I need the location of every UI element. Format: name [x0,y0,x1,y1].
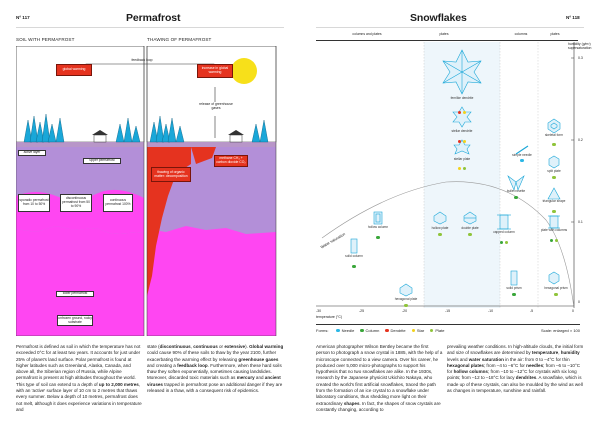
text-run: , with an 'active' surface layer of 10 cm to 2 metres that thaws every summer. Below a depth of 10 metres, permafrost does not melt, although it does experience variations in temperature and [16,381,142,412]
flake-dots-capped [486,241,522,244]
bold-term: hexagonal plates [447,362,484,368]
sun-icon [231,58,257,84]
plate-dot [468,233,471,236]
forms-legend [316,324,580,333]
hollow-column-icon [374,212,382,224]
left-body-col2 [147,344,284,394]
panel-left-subtitle: SOIL WITH PERMAFROST [16,37,75,42]
humidity-tick-label-0: 0.3 [578,56,583,60]
text-run: ; from –4 to –6°C for [483,362,527,368]
temp-tick-1: -25 [359,309,365,313]
triangular-shape-icon [548,188,560,199]
solid-column-icon [351,239,357,253]
unfrozen-ground-box: unfrozen ground, rocky substrate [57,315,93,326]
flake-label-solid-prism: solid prism [506,286,522,290]
flake-label-skeletal-form: skeletal form [544,133,564,137]
temp-tick-4: -10 [488,309,494,313]
flake-label-double-plate: double plate [461,226,479,230]
flake-label-hollow-plate: hollow plate [431,226,449,230]
plate-dot [554,293,557,296]
legend-star-label: Star [416,328,425,333]
temp-tick-5: -5 [530,309,534,313]
plate-dot [555,239,558,242]
humidity-label: humidity (g/m³) supersaturation [568,42,592,50]
flake-dots-stellar-plate [442,167,482,170]
temp-tick-3: -15 [445,309,451,313]
dendrite-dot [458,140,461,143]
flake-label-hexagonal-prism: hexagonal prism [544,286,568,290]
water-saturation-label: Water saturation [320,232,347,250]
star-dot [463,140,466,143]
left-page-title: Permafrost [126,12,181,24]
hexagonal-plate-icon [400,284,412,296]
release-gases-label: release of greenhouse gases [199,102,233,110]
text-run: . In fact, the shapes of snow crystals are constantly changing, according to [316,400,441,412]
flake-dots-solid-column [338,265,370,268]
flake-label-fernlike-dendrite: fernlike dendrite [450,96,474,100]
text-run: trapped in permafrost pose an additional danger if they are released in a thaw, with a consequent risk of epidemics. [147,381,283,394]
text-run: or [217,344,225,349]
skeletal-form-icon [548,119,560,133]
text-run: in the air: from 0 to –4°C for thin [503,356,570,362]
needle-dot [520,159,523,162]
humidity-tick-label-1: 0.2 [578,138,583,142]
needle-dot [336,329,339,332]
star-dot [458,167,461,170]
flake-label-stellar-dendrite: stellar dendrite [451,129,473,133]
flake-label-hollow-column: hollow column [367,225,389,229]
legend-needle [336,328,354,333]
flake-dots-plate-columns [540,239,568,242]
dendrite-dot [385,329,388,332]
band-plates-2: plates [550,32,560,36]
flake-dots-hollow-column [362,236,394,239]
split-plate-icon [549,156,559,168]
bold-term: shapes [343,400,360,406]
plate-dot [552,143,555,146]
text-run: . A snowflake, which is made up of these crystals, can also be moulded by the wind as well as changes in temperature, sunshine and rainfall. [447,375,583,394]
legend-plate [430,328,444,333]
column-dot [550,239,553,242]
plate-dot [430,329,433,332]
lower-permafrost-box: lower permafrost [56,291,94,297]
increase-warming-box: increase in global warming [197,64,233,78]
legend-column [360,328,379,333]
flake-dots-hexagonal-plate [388,304,424,307]
bold-term: extensive [224,344,246,349]
flake-label-stellar-plate: stellar plate [453,157,471,161]
scale-label: Scale: enlarged × 100 [540,328,580,333]
flake-label-solid-column: solid column [345,254,363,258]
bold-term: continuous [193,344,218,349]
temperature-axis-label: temperature (°C) [316,315,343,319]
band-columns: columns [514,32,528,36]
flake-dots-bullet [496,196,536,199]
text-run: could cause 90% of these soils to thaw by the year 2100, further exacerbating the warming effect by releasing [147,350,277,362]
plate-dot [552,176,555,179]
legend-dendrite-label: Dendrite [390,328,406,333]
bold-term: Global warming [249,344,284,349]
active-layer-left [16,142,144,147]
temp-tick-2: -20 [402,309,408,313]
text-run: , [190,344,194,349]
flake-dots-needle [502,159,542,162]
thawing-box: thawing of organic matter: decomposition [151,167,191,182]
plate-dot [438,233,441,236]
right-page-number: Nº 118 [566,15,580,20]
active-layer-right [147,142,276,147]
text-run: , [558,350,561,356]
global-warming-box: global warming [56,64,92,76]
text-run: and creating a [147,362,178,368]
bold-term: discontinuous [159,344,191,349]
flake-label-simple-needle: simple needle [512,153,532,157]
bold-term: dendrites [515,375,537,381]
bold-term: humidity [560,350,580,356]
solid-prism-icon [511,271,517,285]
legend-star [412,328,425,333]
bold-term: up to 2,000 metres [98,381,139,387]
legend-plate-label: Plate [435,328,445,333]
column-dot [514,196,517,199]
continuous-box: continuous permafrost 100% [103,194,133,212]
discontinuous-box: discontinuous permafrost from 50 to 90% [60,194,92,212]
methane-box: methane CH₄ + carbon dioxide CO₂ [214,155,248,167]
flake-dots-split [540,176,568,179]
band-bar [316,33,578,41]
plate-dot [552,210,555,213]
text-run: Permafrost is defined as soil in which the temperature has not exceeded 0°C for at least two years. It accounts for just under 25% of planet's land surface. Polar permafrost is found at higher latitudes such as Greenland, Alaska, Canada, and above all, the Siberian region of Russia, while Alpine permafrost is present at high altitudes throughout the world. This type of soil can extend to a depth of [16,344,141,387]
star-dot [463,111,466,114]
feedback-loop-label: feedback loop [131,58,153,62]
flake-dots-stellar-dendrite [442,140,482,143]
right-title-rule [316,27,584,28]
text-run: American photographer Wilson Bentley became the first person to photograph a snow crystal in 1885, with the help of a microscope connected to a view camera. Over his career, he produced over 5,000 micro-photographs to support his hypothesis that no two snowflakes are alike. In the 1930s, research by the Japanese physicist Ukichiro Nakaya, who created the world's first artificial snowflakes, traced the path from the formation of an ice crystal to a snowflake under laboratory conditions, thus shedding more light on their extraordinary [316,344,443,406]
text-run: . Furthermore, when these hard soils thaw they soften exponentially, sometimes causing landslides. Moreover, discarded toxic materials such as [147,362,282,381]
flake-dots-triangular [540,210,568,213]
forms-label: Forms: [316,328,329,333]
bold-term: water saturation [468,356,504,362]
right-body-col1 [316,344,443,413]
temp-tick-0: -30 [316,309,322,313]
flake-dots-hexagonal-prism [540,293,572,296]
left-title-rule [16,27,284,28]
right-body-col2 [447,344,584,394]
temp-tick-6: 0 [572,309,574,313]
text-run: and [254,375,265,381]
column-dot [512,293,515,296]
flake-label-plate-with-columns: plate with columns [540,228,568,232]
band-plates-1: plates [439,32,449,36]
plate-dot [404,304,407,307]
bold-term: hollow columns [453,369,488,375]
left-body-col1 [16,344,143,413]
flake-label-bullet-rosette: bullet rosette [506,189,526,193]
text-run: levels and [447,356,469,362]
text-run: state ( [147,344,160,349]
right-page-title: Snowflakes [410,12,467,24]
flake-dots-fernlike [442,111,482,114]
bold-term: feedback loop [177,362,208,368]
flake-dots-double-plate [452,233,488,236]
flake-dots-solid-prism [498,293,530,296]
column-dot [360,329,363,332]
legend-needle-label: Needle [341,328,355,333]
legend-dendrite [385,328,405,333]
bold-term: needles [526,362,544,368]
plate-dot [463,167,466,170]
flake-label-split-plate: split plate [547,169,561,173]
text-run: ; from –6 to –10°C for [447,362,581,375]
bullet-rosette-icon [508,176,524,190]
band-columns-plates: columns and plates [352,32,382,36]
bold-term: greenhouse gases [238,356,279,362]
bold-term: temperature [531,350,559,356]
column-dot [500,241,503,244]
bold-term: mercury [236,375,255,381]
column-dot [376,236,379,239]
text-run: prevailing weather conditions. In high-altitude clouds, the initial form and size of snowflakes are determined by [447,344,584,356]
flake-label-hexagonal-plate: hexagonal plate [394,297,418,301]
upper-permafrost-box: upper permafrost [83,158,121,164]
text-run: ). [245,344,250,349]
active-layer-box: active layer [18,150,46,156]
bold-term: ancient viruses [147,375,281,387]
column-dot [352,265,355,268]
dendrite-dot [458,111,461,114]
humidity-tick-label-3: 0 [578,300,580,304]
sporadic-box: sporadic permafrost from 10 to 50% [18,194,50,212]
legend-column-label: Column [365,328,380,333]
flake-label-capped-column: capped column [493,230,515,234]
flake-dots-skeletal [540,143,568,146]
flake-label-triangular-shape: triangular shape [542,199,566,203]
cabin-left [94,135,106,142]
cabin-right [230,135,242,142]
panel-right-subtitle: THAWING OF PERMAFROST [147,37,212,42]
left-page-number: Nº 117 [16,15,30,20]
text-run: ; from –10 to –12°C for crystals with six long points; from –12 to –18°C for lacy [447,369,577,381]
plate-dot [505,241,508,244]
star-dot [412,329,415,332]
plate-with-columns-icon [548,216,560,228]
hexagonal-prism-icon [549,272,559,284]
humidity-tick-label-2: 0.1 [578,220,583,224]
